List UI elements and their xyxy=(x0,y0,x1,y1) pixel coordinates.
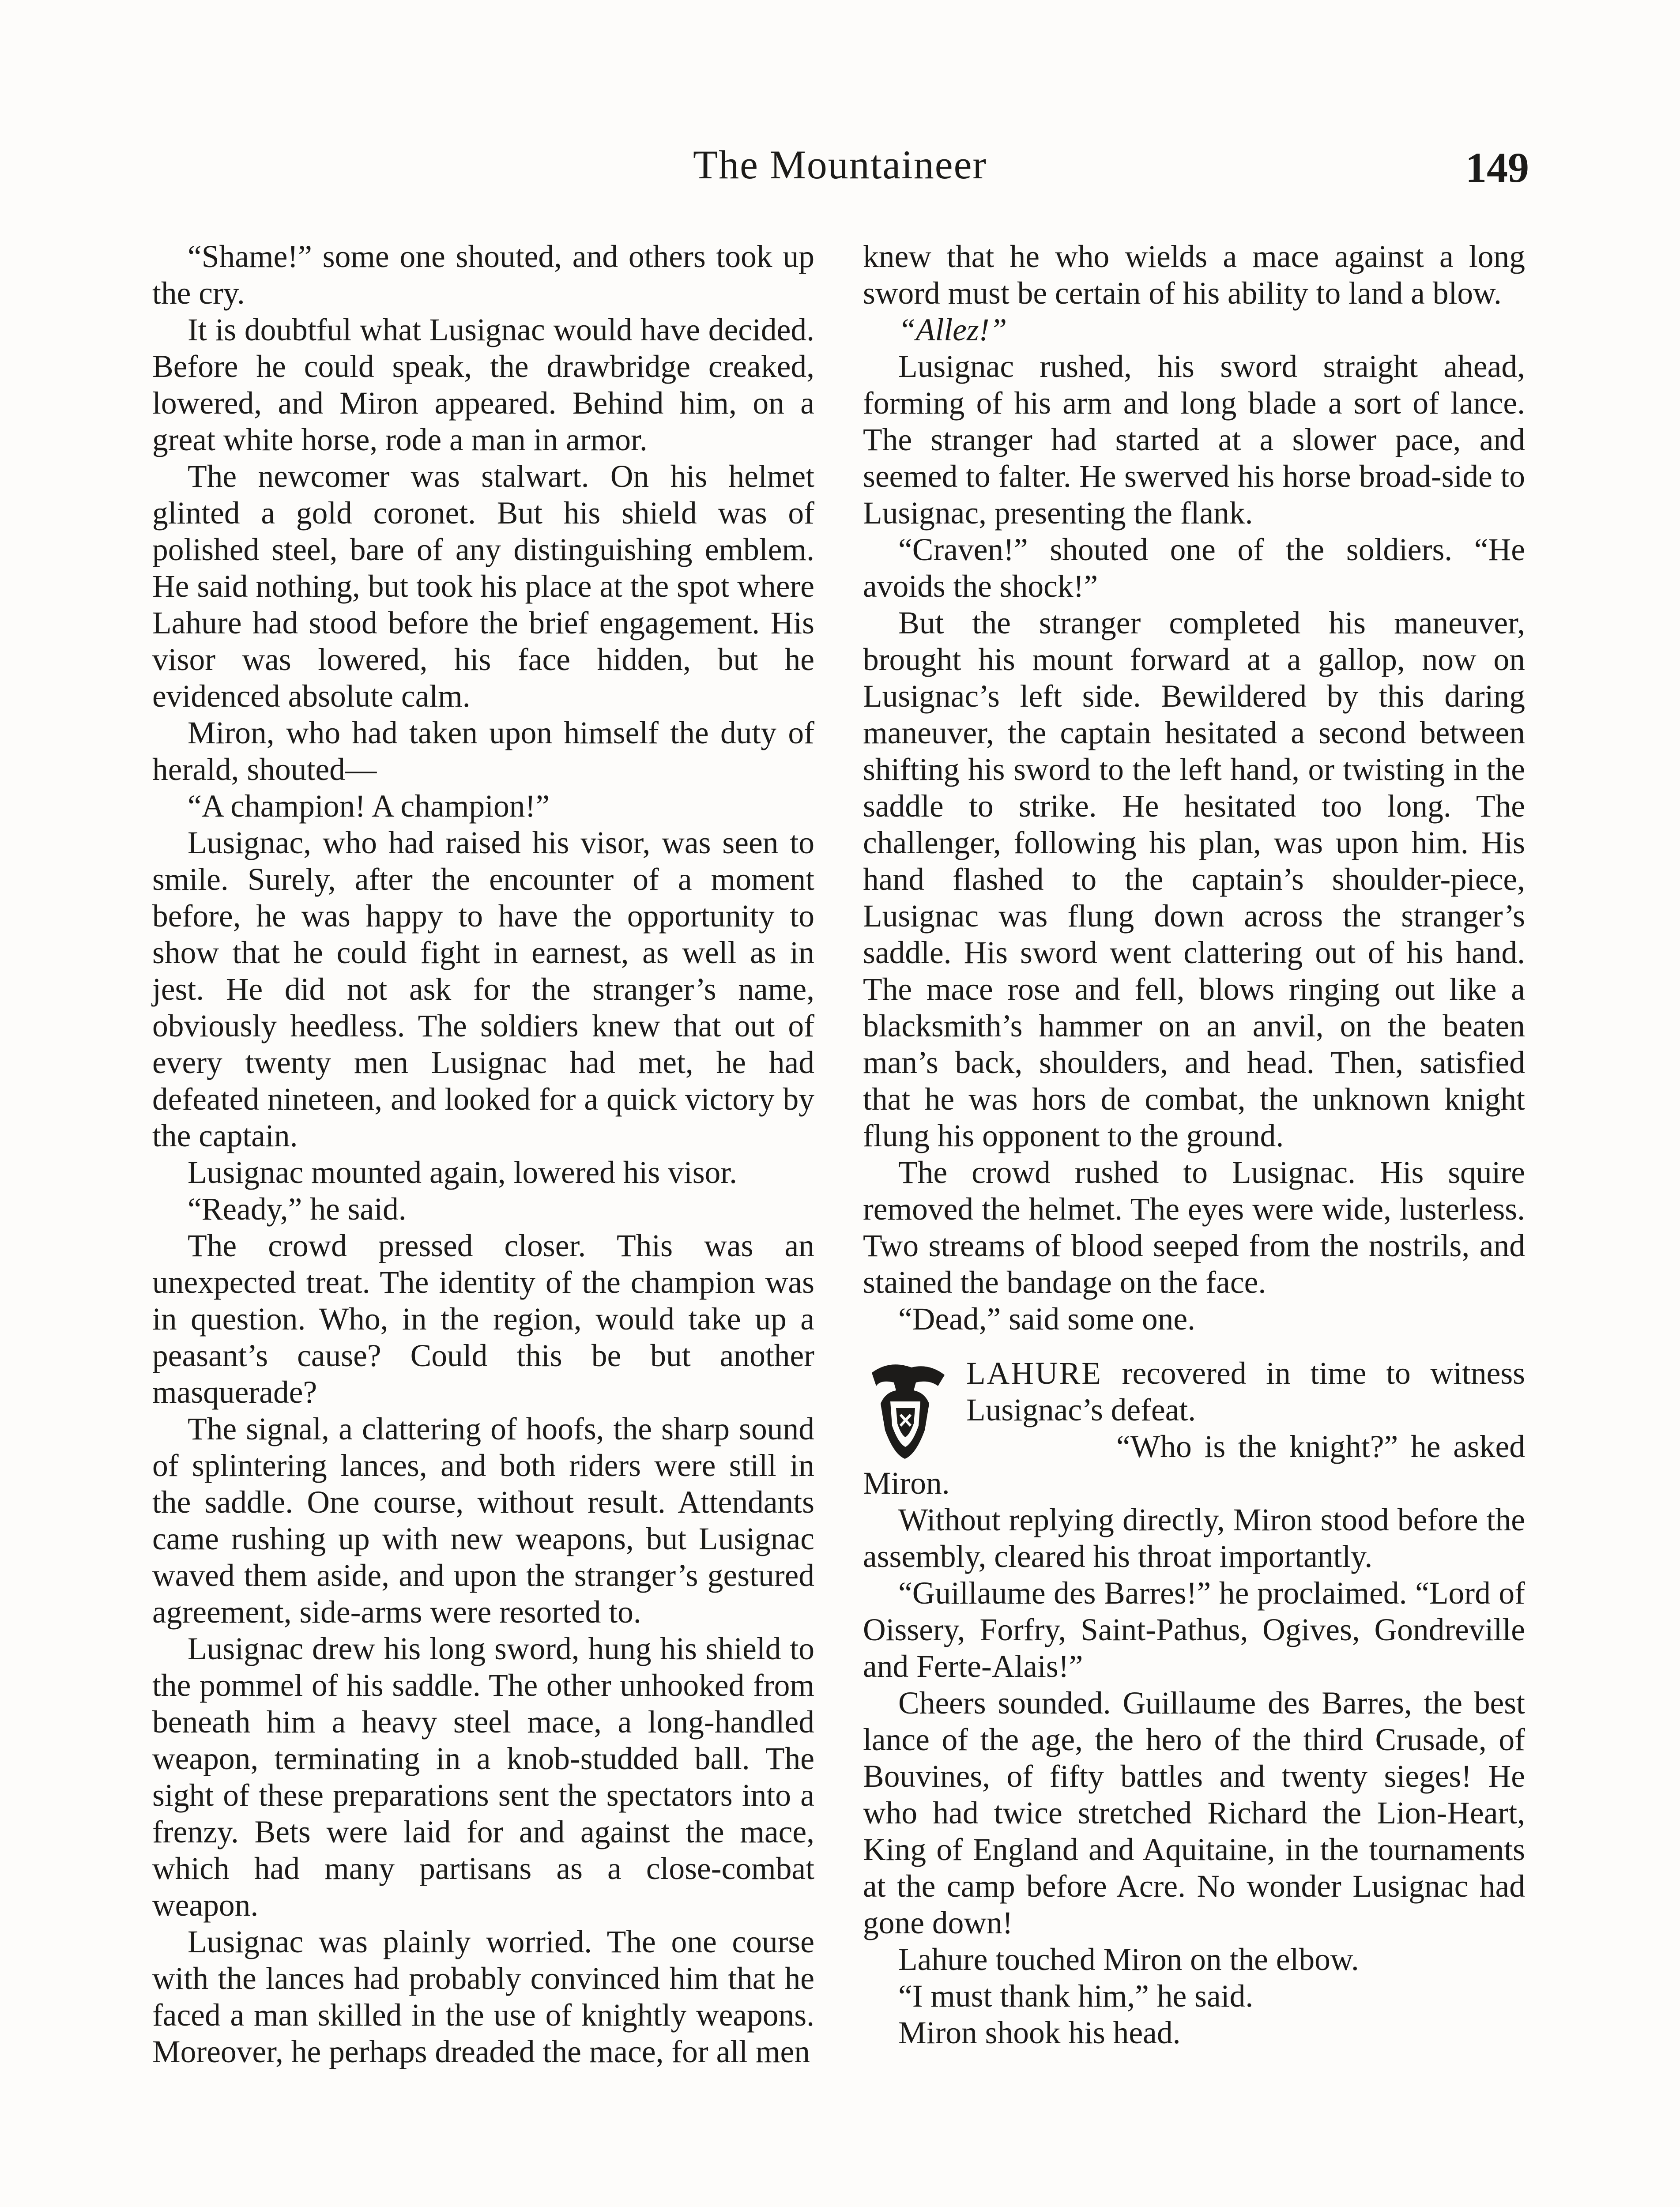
paragraph: The crowd pressed closer. This was an unexpected treat. The identity of the champion was in question. Who, in the region, would take up a peasant’s cause? Could this be but another masquerade? xyxy=(152,1228,814,1410)
knight-helmet-shield-icon xyxy=(863,1360,951,1461)
left-column xyxy=(152,238,814,2070)
dropcap-word: LAHURE xyxy=(966,1356,1102,1391)
page-header xyxy=(0,141,1680,207)
paragraph: The signal, a clattering of hoofs, the sharp sound of splintering lances, and both riders were still in the saddle. One course, without result. Attendants came rushing up with new weapons, but Lusignac waved them aside, and upon the stranger’s gestured agreement, side-arms were resorted to. xyxy=(152,1412,814,1630)
paragraph: knew that he who wields a mace against a long sword must be certain of his ability to land a blow. xyxy=(863,239,1525,311)
paragraph: But the stranger completed his maneuver, brought his mount forward at a gallop, now on Lusignac’s left side. Bewildered by this daring maneuver, the captain hesitated a second between shifting his sword to the left hand, or twisting in the saddle to strike. He hesitated too long. The challenger, following his plan, was upon him. His hand flashed to the captain’s shoulder-piece, Lusignac was flung down across the stranger’s saddle. His sword went clattering out of his hand. The mace rose and fell, blows ringing out like a blacksmith’s hammer on an anvil, on the beaten man’s back, shoulders, and head. Then, satisfied that he was hors de combat, the unknown knight flung his opponent to the ground. xyxy=(863,606,1525,1153)
paragraph: Lusignac drew his long sword, hung his shield to the pommel of his saddle. The other unhooked from beneath him a heavy steel mace, a long-handled weapon, terminating in a knob-studded ball. The sight of these preparations sent the spectators into a frenzy. Bets were laid for and against the mace, which had many partisans as a close-combat weapon. xyxy=(152,1631,814,1923)
paragraph: “Craven!” shouted one of the soldiers. “He avoids the shock!” xyxy=(863,532,1525,604)
paragraph: “Shame!” some one shouted, and others took up the cry. xyxy=(152,239,814,311)
paragraph: “Who is the knight?” he asked Miron. xyxy=(863,1429,1525,1501)
right-column xyxy=(863,238,1525,2051)
paragraph: Miron, who had taken upon himself the duty of herald, shouted— xyxy=(152,716,814,787)
paragraph: Lusignac was plainly worried. The one course with the lances had probably convinced him that he faced a man skilled in the use of knightly weapons. Moreover, he perhaps dreaded the mace, for all men xyxy=(152,1925,814,2069)
paragraph: Without replying directly, Miron stood before the assembly, cleared his throat importantly. xyxy=(863,1503,1525,1574)
paragraph: Cheers sounded. Guillaume des Barres, the best lance of the age, the hero of the third Crusade, of Bouvines, of fifty battles and twenty sieges! He who had twice stretched Richard the Lion-Heart, King of England and Aquitaine, in the tournaments at the camp before Acre. No wonder Lusignac had gone down! xyxy=(863,1686,1525,1940)
paragraph: Lusignac rushed, his sword straight ahead, forming of his arm and long blade a sort of lance. The stranger had started at a slower pace, and seemed to falter. He swerved his horse broad-side to Lusignac, presenting the flank. xyxy=(863,349,1525,531)
running-title: The Mountaineer xyxy=(693,142,987,187)
section-start xyxy=(863,1355,1525,2051)
paragraph: “A champion! A champion!” xyxy=(188,789,550,824)
paragraph: The crowd rushed to Lusignac. His squire removed the helmet. The eyes were wide, lusterless. Two streams of blood seeped from the nostrils, and stained the bandage on the face. xyxy=(863,1155,1525,1300)
paragraph: “Allez!” xyxy=(898,313,1007,347)
paragraph-text: recovered in time to witness Lusignac’s defeat. xyxy=(966,1356,1525,1427)
paragraph: Lahure touched Miron on the elbow. xyxy=(898,1942,1359,1977)
paragraph: Lusignac mounted again, lowered his visor. xyxy=(188,1155,738,1190)
page-number: 149 xyxy=(1465,144,1529,191)
section-first-paragraph xyxy=(863,1355,1525,1428)
paragraph: It is doubtful what Lusignac would have decided. Before he could speak, the drawbridge creaked, lowered, and Miron appeared. Behind him, on a great white horse, rode a man in armor. xyxy=(152,313,814,457)
paragraph: “Ready,” he said. xyxy=(188,1192,407,1227)
paragraph: Lusignac, who had raised his visor, was seen to smile. Surely, after the encounter of a moment before, he was happy to have the opportunity to show that he could fight in earnest, as well as in jest. He did not ask for the stranger’s name, obviously heedless. The soldiers knew that out of every twenty men Lusignac had met, he had defeated nineteen, and looked for a quick victory by the captain. xyxy=(152,825,814,1153)
paragraph: Miron shook his head. xyxy=(898,2015,1181,2050)
paragraph: The newcomer was stalwart. On his helmet glinted a gold coronet. But his shield was of polished steel, bare of any distinguishing emblem. He said nothing, but took his place at the spot where Lahure had stood before the brief engagement. His visor was lowered, his face hidden, but he evidenced absolute calm. xyxy=(152,459,814,714)
paragraph: “Guillaume des Barres!” he proclaimed. “Lord of Oissery, Forfry, Saint-Pathus, Ogives, Gondreville and Ferte-Alais!” xyxy=(863,1576,1525,1684)
paragraph: “Dead,” said some one. xyxy=(898,1302,1196,1337)
paragraph: “I must thank him,” he said. xyxy=(898,1979,1254,2014)
